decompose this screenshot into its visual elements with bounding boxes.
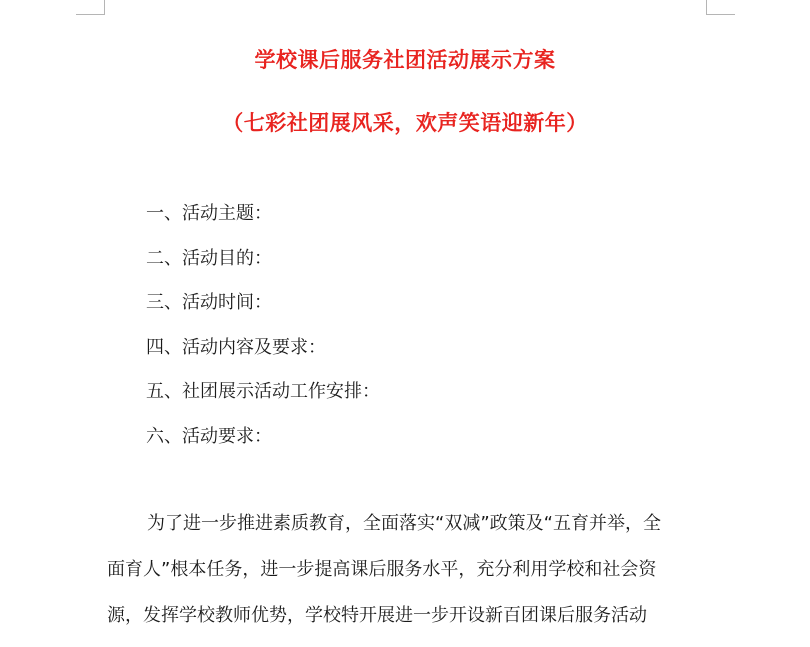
- outline-item-theme: 一、活动主题：: [146, 203, 272, 224]
- outline-item-arrangement: 五、社团展示活动工作安排：: [146, 381, 380, 402]
- paragraph-line: 面育人”根本任务，进一步提高课后服务水平，充分利用学校和社会资: [107, 559, 657, 580]
- crop-mark-top-right: [706, 0, 735, 15]
- paragraph-line: 源，发挥学校教师优势，学校特开展进一步开设新百团课后服务活动: [107, 605, 647, 626]
- outline-item-requirements: 六、活动要求：: [146, 425, 272, 447]
- paragraph-line: 为了进一步推进素质教育，全面落实“双减”政策及“五育并举，全: [147, 513, 661, 534]
- crop-mark-top-left: [76, 0, 105, 15]
- outline-item-time: 三、活动时间：: [146, 292, 272, 313]
- outline-list: [146, 199, 380, 466]
- outline-item-purpose: 二、活动目的：: [146, 247, 272, 269]
- intro-paragraph: [107, 509, 717, 647]
- document-subtitle: （七彩社团展风采，欢声笑语迎新年）: [222, 111, 588, 135]
- document-title: 学校课后服务社团活动展示方案: [254, 48, 556, 72]
- outline-item-content: 四、活动内容及要求：: [146, 336, 326, 358]
